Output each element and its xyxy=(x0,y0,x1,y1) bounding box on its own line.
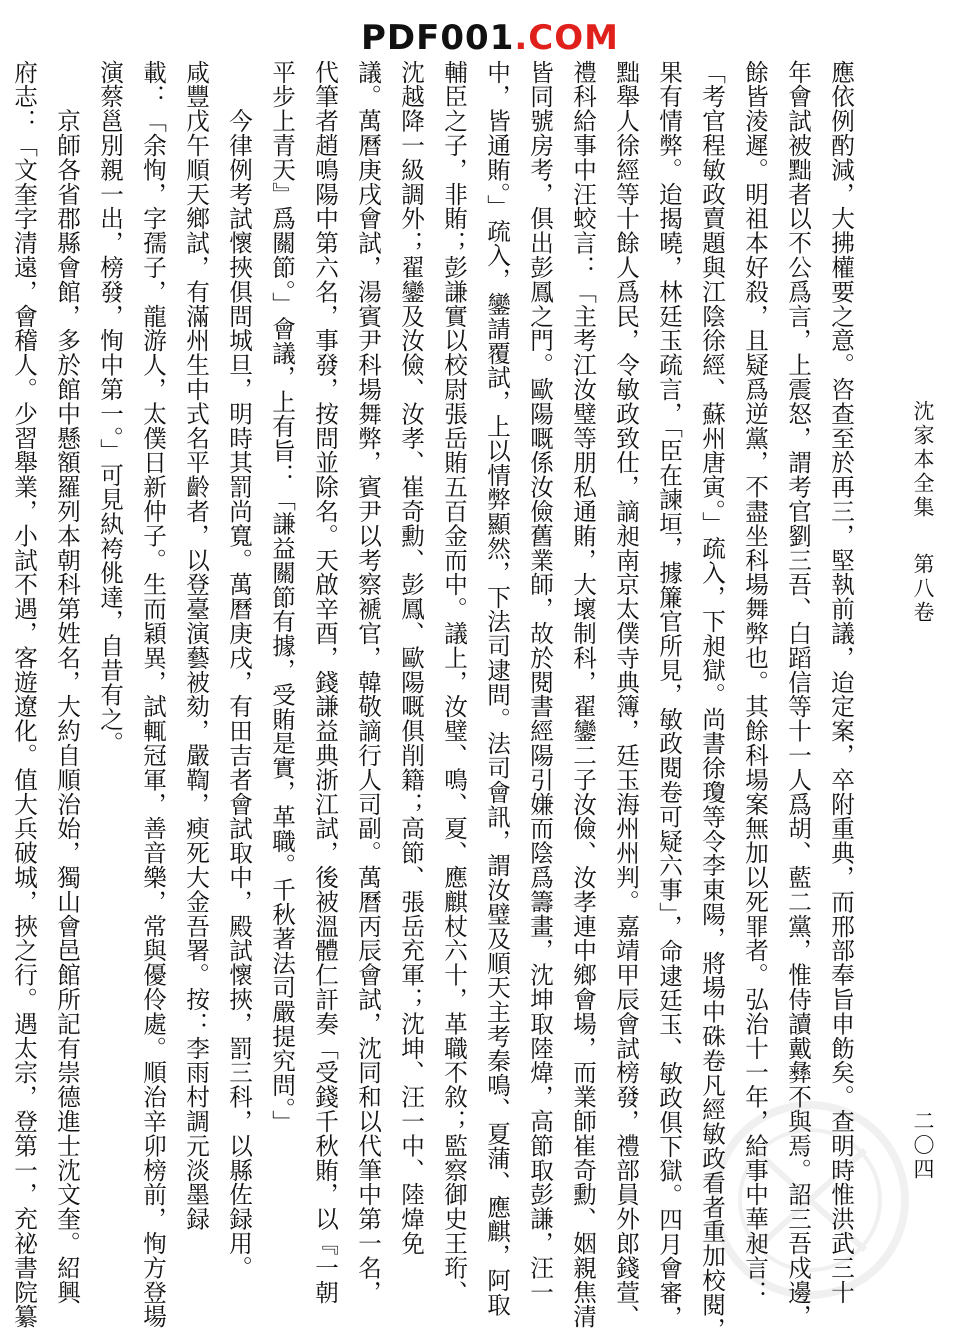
text-column: 年會試被黜者以不公爲言，上震怒，謂考官劉三吾、白蹈信等十一人爲胡、藍二黨，惟侍讀戴彝不與焉。詔三吾戍邊， xyxy=(784,60,812,1329)
volume-label: 第八卷 xyxy=(911,553,935,626)
text-column: 府志：「文奎字清遠，會稽人。少習舉業，小試不遇，客遊遼化。值大兵破城，挾之行。遇太宗，登第一，充祕書院纂 xyxy=(10,60,38,1329)
text-column: 黜舉人徐經等十餘人爲民，令敏政致仕，謫昶南京太僕寺典簿，廷玉海州州判。嘉靖甲辰會試榜發，禮部員外郎錢萱、 xyxy=(612,60,640,1329)
page-number: 二〇四 xyxy=(911,1110,935,1182)
text-column: 輔臣之子，非賄；彭謙實以校尉張岳賄五百金而中。議上，汝璧、鳴、夏、應麒杖六十，革職不敘；監察御史王珩、 xyxy=(440,60,468,1305)
text-column: 應依例酌減，大拂權要之意。咨查至於再三，堅執前議，迨定案，卒附重典，而邢部奉旨申飭矣。查明時惟洪武三十 xyxy=(827,60,855,1305)
text-column: 代筆者趙鳴陽中第六名，事發，按問並除名。天啟辛酉，錢謙益典浙江試，後被溫體仁訐奏「受錢千秋賄，以『一朝 xyxy=(311,60,339,1305)
text-column: 果有情弊。迨揭曉，林廷玉疏言，「臣在諫垣，據簾官所見，敏政閱卷可疑六事」，命逮廷玉、敏政俱下獄。四月會審， xyxy=(655,60,683,1330)
book-title: 沈家本全集 xyxy=(911,400,935,520)
text-column: 「考官程敏政賣題與江陰徐經、蘇州唐寅。」疏入，下昶獄。尚書徐瓊等令李東陽，將場中硃卷凡經敏政看者重加校閱， xyxy=(698,60,726,1341)
watermark-part1: PDF001 xyxy=(361,18,515,58)
text-column: 演蔡邕別親一出，榜發，恂中第一。」可見紈袴佻達，自昔有之。 xyxy=(96,60,124,756)
text-column: 京師各省郡縣會館，多於館中懸額羅列本朝科第姓名，大約自順治始，獨山會邑館所記有崇德進士沈文奎。紹興 xyxy=(53,60,81,1305)
text-column xyxy=(0,60,2,1260)
body-text xyxy=(10,60,862,1341)
text-column: 皆同號房考，俱出彭鳳之門。歐陽嘅係汝儉舊業師，故於閱書經陽引嫌而陰爲籌畫，沈坤取陸煒，高節取彭謙，汪一 xyxy=(526,60,554,1305)
text-column: 今律例考試懷挾俱問城旦，明時其罰尚寬。萬曆庚戌，有田吉者會試取中，殿試懷挾，罰三科，以縣佐録用。 xyxy=(225,60,253,1280)
text-column: 中，皆通賄。」疏入，鑾請覆試，上以情弊顯然，下法司逮問。法司會訊，謂汝璧及順天主考秦鳴、夏蒲、應麒，阿取 xyxy=(483,60,511,1317)
text-column: 禮科給事中汪蛟言：「主考江汝璧等朋私通賄，大壞制科，翟鑾二子汝儉、汝孝連中鄉會場，而業師崔奇勳、姻親焦清 xyxy=(569,60,597,1329)
text-column: 議。萬曆庚戌會試，湯賓尹科場舞弊，賓尹以考察褫官，韓敬謫行人司副。萬曆丙辰會試，沈同和以代筆中第一名， xyxy=(354,60,382,1305)
text-column: 平步上青天』爲關節。」會議，上有旨：「謙益關節有據，受賄是實，革職。千秋著法司嚴提究問。」 xyxy=(268,60,296,1135)
text-column: 餘皆淩遲。明祖本好殺，且疑爲逆黨，不盡坐科場舞弊也。其餘科場案無加以死罪者。弘治十一年，給事中華昶言： xyxy=(741,60,769,1305)
running-header xyxy=(898,400,938,625)
text-column: 沈越降一級調外；翟鑾及汝儉、汝孝、崔奇勳、彭鳳、歐陽嘅俱削籍；高節、張岳充軍；沈坤、汪一中、陸煒免 xyxy=(397,60,425,1256)
watermark-part2: .COM xyxy=(514,18,619,58)
watermark-logo xyxy=(0,18,980,58)
text-column: 咸豐戊午順天鄉試，有滿州生中式名平齡者，以登臺演藝被劾，嚴鞫，瘐死大金吾署。按：李雨村調元淡墨録 xyxy=(182,60,210,1232)
text-column: 載：「余恂，字孺子，龍游人，太僕日新仲子。生而穎異，試輒冠軍，善音樂，常與優伶處。順治辛卯榜前，恂方登場 xyxy=(139,60,167,1329)
